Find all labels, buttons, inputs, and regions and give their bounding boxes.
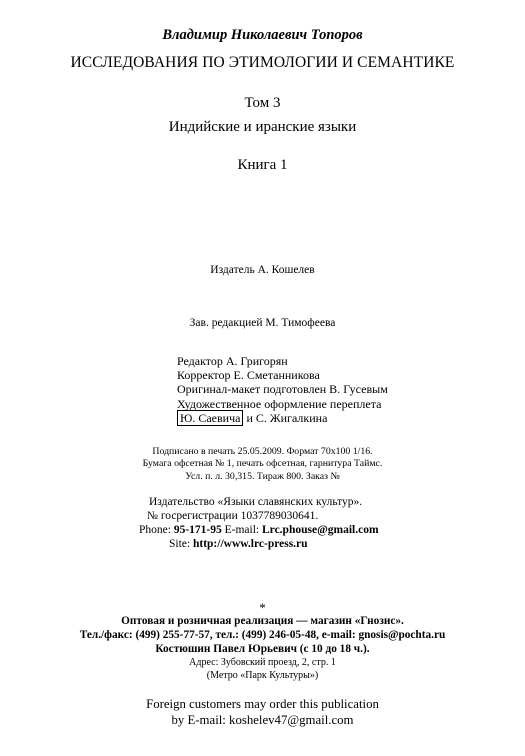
- phone-number: 95-171-95: [173, 524, 222, 536]
- editorial-head-line: Зав. редакцией М. Тимофеева: [189, 317, 336, 329]
- retail-contact-person: Костюшин Павел Юрьевич (с 10 до 18 ч.).: [155, 643, 370, 655]
- site-link[interactable]: http://www.lrc-press.ru: [192, 538, 308, 550]
- print-info-line: Подписано в печать 25.05.2009. Формат 70x100 1/16.: [152, 446, 373, 457]
- volume-title: Индийские и иранские языки: [168, 119, 357, 135]
- cover-designer-boxed-name: Ю. Саевича: [177, 410, 243, 426]
- retail-block: [0, 614, 525, 682]
- print-info-line: Бумага офсетная № 1, печать офсетная, гарнитура Таймс.: [142, 458, 383, 470]
- publishing-house-block: [139, 495, 379, 551]
- retail-contacts-line: Тел./факс: (499) 255-77-57, тел.: (499) 246-05-48, e-mail: gnosis@pochta.ru: [79, 629, 446, 641]
- foreign-email-line: by E-mail: koshelev47@gmail.com: [171, 712, 354, 727]
- corrector-line: Корректор Е. Сметанникова: [177, 368, 320, 383]
- retail-address: Адрес: Зубовский проезд, 2, стр. 1: [189, 657, 336, 668]
- foreign-customers-line: Foreign customers may order this publication: [146, 697, 379, 711]
- cover-design-label: Художественное оформление переплета: [177, 396, 382, 411]
- publisher-line: Издатель А. Кошелев: [210, 264, 315, 276]
- cover-design-names: [177, 411, 388, 425]
- site-line: [139, 537, 379, 551]
- separator-star: *: [259, 600, 266, 615]
- layout-line: Оригинал-макет подготовлен В. Гусевым: [177, 382, 388, 397]
- retail-line: Оптовая и розничная реализация — магазин «Гнозис».: [121, 615, 404, 627]
- phone-label: Phone:: [139, 524, 174, 536]
- print-info-block: [0, 446, 525, 483]
- book-number: Книга 1: [237, 157, 288, 173]
- editor-line: Редактор А. Григорян: [177, 354, 288, 368]
- print-info-line: Усл. п. л. 30,315. Тираж 800. Заказ №: [185, 470, 340, 482]
- author-name: Владимир Николаевич Топоров: [162, 27, 363, 43]
- contact-line: [139, 523, 379, 537]
- email-link[interactable]: Lrc.phouse@gmail.com: [262, 524, 379, 536]
- credits-block: [177, 354, 388, 425]
- retail-metro: (Метро «Парк Культуры»): [206, 670, 319, 681]
- volume-number: Том 3: [244, 95, 281, 111]
- series-title: ИССЛЕДОВАНИЯ ПО ЭТИМОЛОГИИ И СЕМАНТИКЕ: [70, 54, 455, 71]
- publishing-house-name: Издательство «Языки славянских культур».: [149, 496, 363, 508]
- site-label: Site:: [169, 538, 193, 550]
- registration-line: № госрегистрации 1037789030641.: [147, 510, 319, 522]
- foreign-customers-block: [0, 697, 525, 728]
- email-label: E-mail:: [221, 524, 262, 536]
- cover-designer-other-name: и С. Жигалкина: [243, 410, 328, 425]
